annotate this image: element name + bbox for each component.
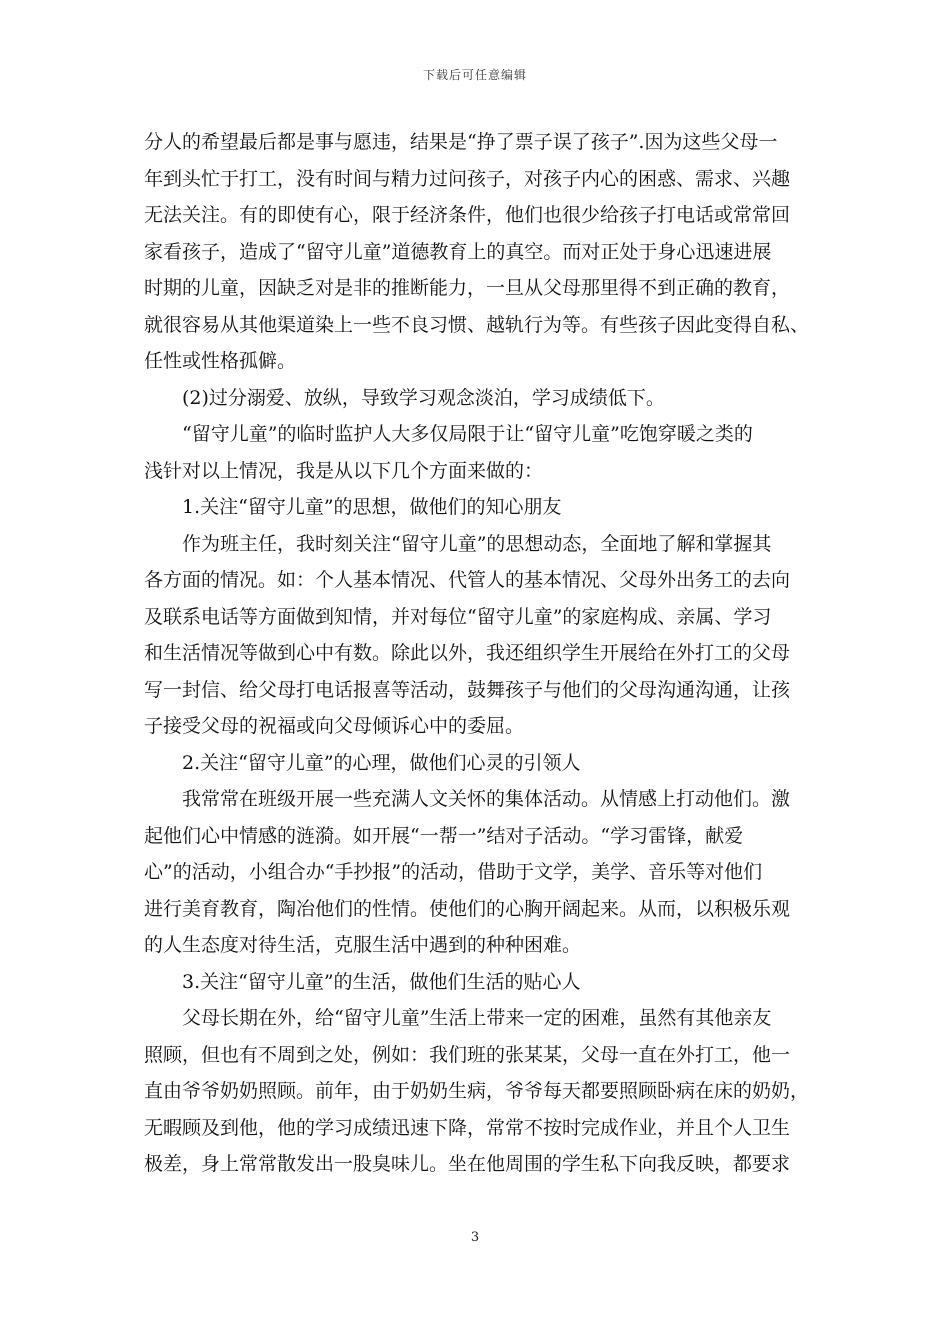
text-line: 2.关注“留守儿童”的心理，做他们心灵的引领人	[182, 751, 581, 774]
text-line: “留守儿童”的临时监护人大多仅局限于让“留守儿童”吃饱穿暖之类的	[182, 423, 753, 445]
text-line: 各方面的情况。如：个人基本情况、代管人的基本情况、父母外出务工的去向	[144, 569, 791, 591]
text-line: 父母长期在外，给“留守儿童”生活上带来一定的困难，虽然有其他亲友	[182, 1007, 772, 1029]
text-line: 写一封信、给父母打电话报喜等活动，鼓舞孩子与他们的父母沟通沟通，让孩	[144, 678, 791, 701]
text-line: 作为班主任，我时刻关注“留守儿童”的思想动态，全面地了解和掌握其	[182, 532, 772, 555]
text-line: 无法关注。有的即使有心，限于经济条件，他们也很少给孩子打电话或常常回	[144, 204, 791, 226]
text-line: 浅针对以上情况，我是从以下几个方面来做的：	[144, 459, 544, 482]
text-line: 年到头忙于打工，没有时间与精力过问孩子，对孩子内心的困惑、需求、兴趣	[144, 167, 791, 190]
text-line: 时期的儿童，因缺乏对是非的推断能力，一旦从父母那里得不到正确的教育，	[144, 277, 791, 299]
text-line: 起他们心中情感的涟漪。如开展“一帮一”结对子活动。“学习雷锋，献爱	[144, 824, 744, 847]
text-line: (2)过分溺爱、放纵，导致学习观念淡泊，学习成绩低下。	[182, 386, 665, 409]
body-text	[144, 124, 809, 1183]
page-number: 3	[470, 1230, 480, 1245]
text-line: 我常常在班级开展一些充满人文关怀的集体活动。从情感上打动他们。激	[182, 788, 791, 810]
text-line: 心”的活动，小组合办“手抄报”的活动，借助于文学，美学、音乐等对他们	[144, 861, 763, 883]
text-line: 就很容易从其他渠道染上一些不良习惯、越轨行为等。有些孩子因此变得自私、	[144, 313, 809, 336]
text-line: 分人的希望最后都是事与愿违，结果是“挣了票子误了孩子”.因为这些父母一	[144, 131, 778, 153]
text-line: 无暇顾及到他，他的学习成绩迅速下降，常常不按时完成作业，并且个人卫生	[144, 1116, 791, 1139]
text-line: 1.关注“留守儿童”的思想，做他们的知心朋友	[182, 496, 562, 518]
text-line: 极差，身上常常散发出一股臭味儿。坐在他周围的学生私下向我反映，都要求	[144, 1153, 791, 1175]
text-line: 3.关注“留守儿童”的生活，做他们生活的贴心人	[182, 970, 581, 993]
text-line: 家看孩子，造成了“留守儿童”道德教育上的真空。而对正处于身心迅速进展	[144, 240, 772, 263]
text-line: 直由爷爷奶奶照顾。前年，由于奶奶生病，爷爷每天都要照顾卧病在床的奶奶，	[144, 1080, 809, 1102]
text-line: 子接受父母的祝福或向父母倾诉心中的委屈。	[144, 715, 525, 737]
page-header: 下载后可任意编辑	[422, 68, 527, 82]
text-line: 的人生态度对待生活，克服生活中遇到的种种困难。	[144, 934, 582, 956]
text-line: 任性或性格孤僻。	[144, 350, 297, 372]
text-line: 进行美育教育，陶冶他们的性情。使他们的心胸开阔起来。从而，以积极乐观	[144, 897, 791, 920]
text-line: 照顾，但也有不周到之处，例如：我们班的张某某，父母一直在外打工，他一	[144, 1043, 791, 1066]
text-line: 和生活情况等做到心中有数。除此以外，我还组织学生开展给在外打工的父母	[144, 642, 791, 664]
text-line: 及联系电话等方面做到知情，并对每位“留守儿童”的家庭构成、亲属、学习	[144, 605, 772, 628]
